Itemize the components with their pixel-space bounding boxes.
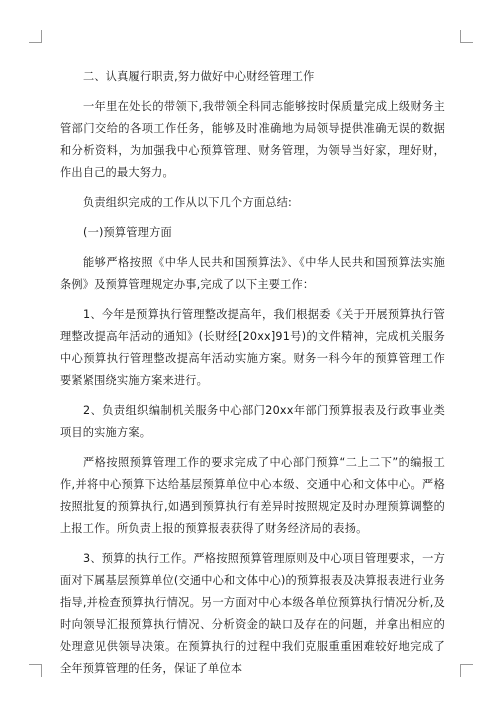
- crop-mark-top-left: [29, 30, 42, 43]
- paragraph-regulations: 能够严格按照《中华人民共和国预算法》、《中华人民共和国预算法实施条例》及预算管理规定办事,完成了以下主要工作：: [60, 256, 445, 291]
- paragraph-summary-lead: 负责组织完成的工作从以下几个方面总结:: [83, 196, 292, 209]
- paragraph-item-3: 3、预算的执行工作。严格按照预算管理原则及中心项目管理要求，一方面对下属基层预算单位(交通中心和文体中心)的预算报表及决算报表进行业务指导,并检查预算执行情况。另一方面对中心本级各单位预算执行情况分析,及时向领导汇报预算执行情况、分析资金的缺口及存在的问题，并拿出相应的处理意见供领导决策。在预算执行的过程中我们克服重重困难较好地完成了全年预算管理的任务，保证了单位本: [60, 552, 445, 675]
- section-heading: 二、认真履行职责,努力做好中心财经管理工作: [83, 70, 315, 83]
- crop-mark-top-right: [460, 30, 473, 43]
- paragraph-item-1: 1、今年是预算执行管理整改提高年，我们根据委《关于开展预算执行管理整改提高年活动的通知》(长财经[20xx]91号)的文件精神，完成机关服务中心预算执行管理整改提高年活动实施方案。财务一科今年的预算管理工作要紧紧围绕实施方案来进行。: [60, 308, 445, 387]
- paragraph-item-2: 2、负责组织编制机关服务中心部门20xx年部门预算报表及行政事业类项目的实施方案。: [60, 404, 445, 439]
- document-body: [60, 66, 445, 687]
- paragraph-intro: 一年里在处长的带领下,我带领全科同志能够按时保质量完成上级财务主管部门交给的各项工作任务，能够及时准确地为局领导提供准确无误的数据和分析资料，为加强我中心预算管理、财务管理，为领导当好家，理好财，作出自己的最大努力。: [60, 100, 445, 179]
- paragraph-budget-work: 严格按照预算管理工作的要求完成了中心部门预算“二上二下”的编报工作,并将中心预算下达给基层预算单位中心本级、交通中心和文体中心。严格按照批复的预算执行,如遇到预算执行有差异时按照规定及时办理预算调整的上报工作。所负责上报的预算报表获得了财务经济局的表扬。: [60, 456, 445, 535]
- crop-mark-bottom-right: [460, 664, 473, 677]
- crop-mark-bottom-left: [29, 664, 42, 677]
- subsection-heading: (一)预算管理方面: [83, 226, 172, 239]
